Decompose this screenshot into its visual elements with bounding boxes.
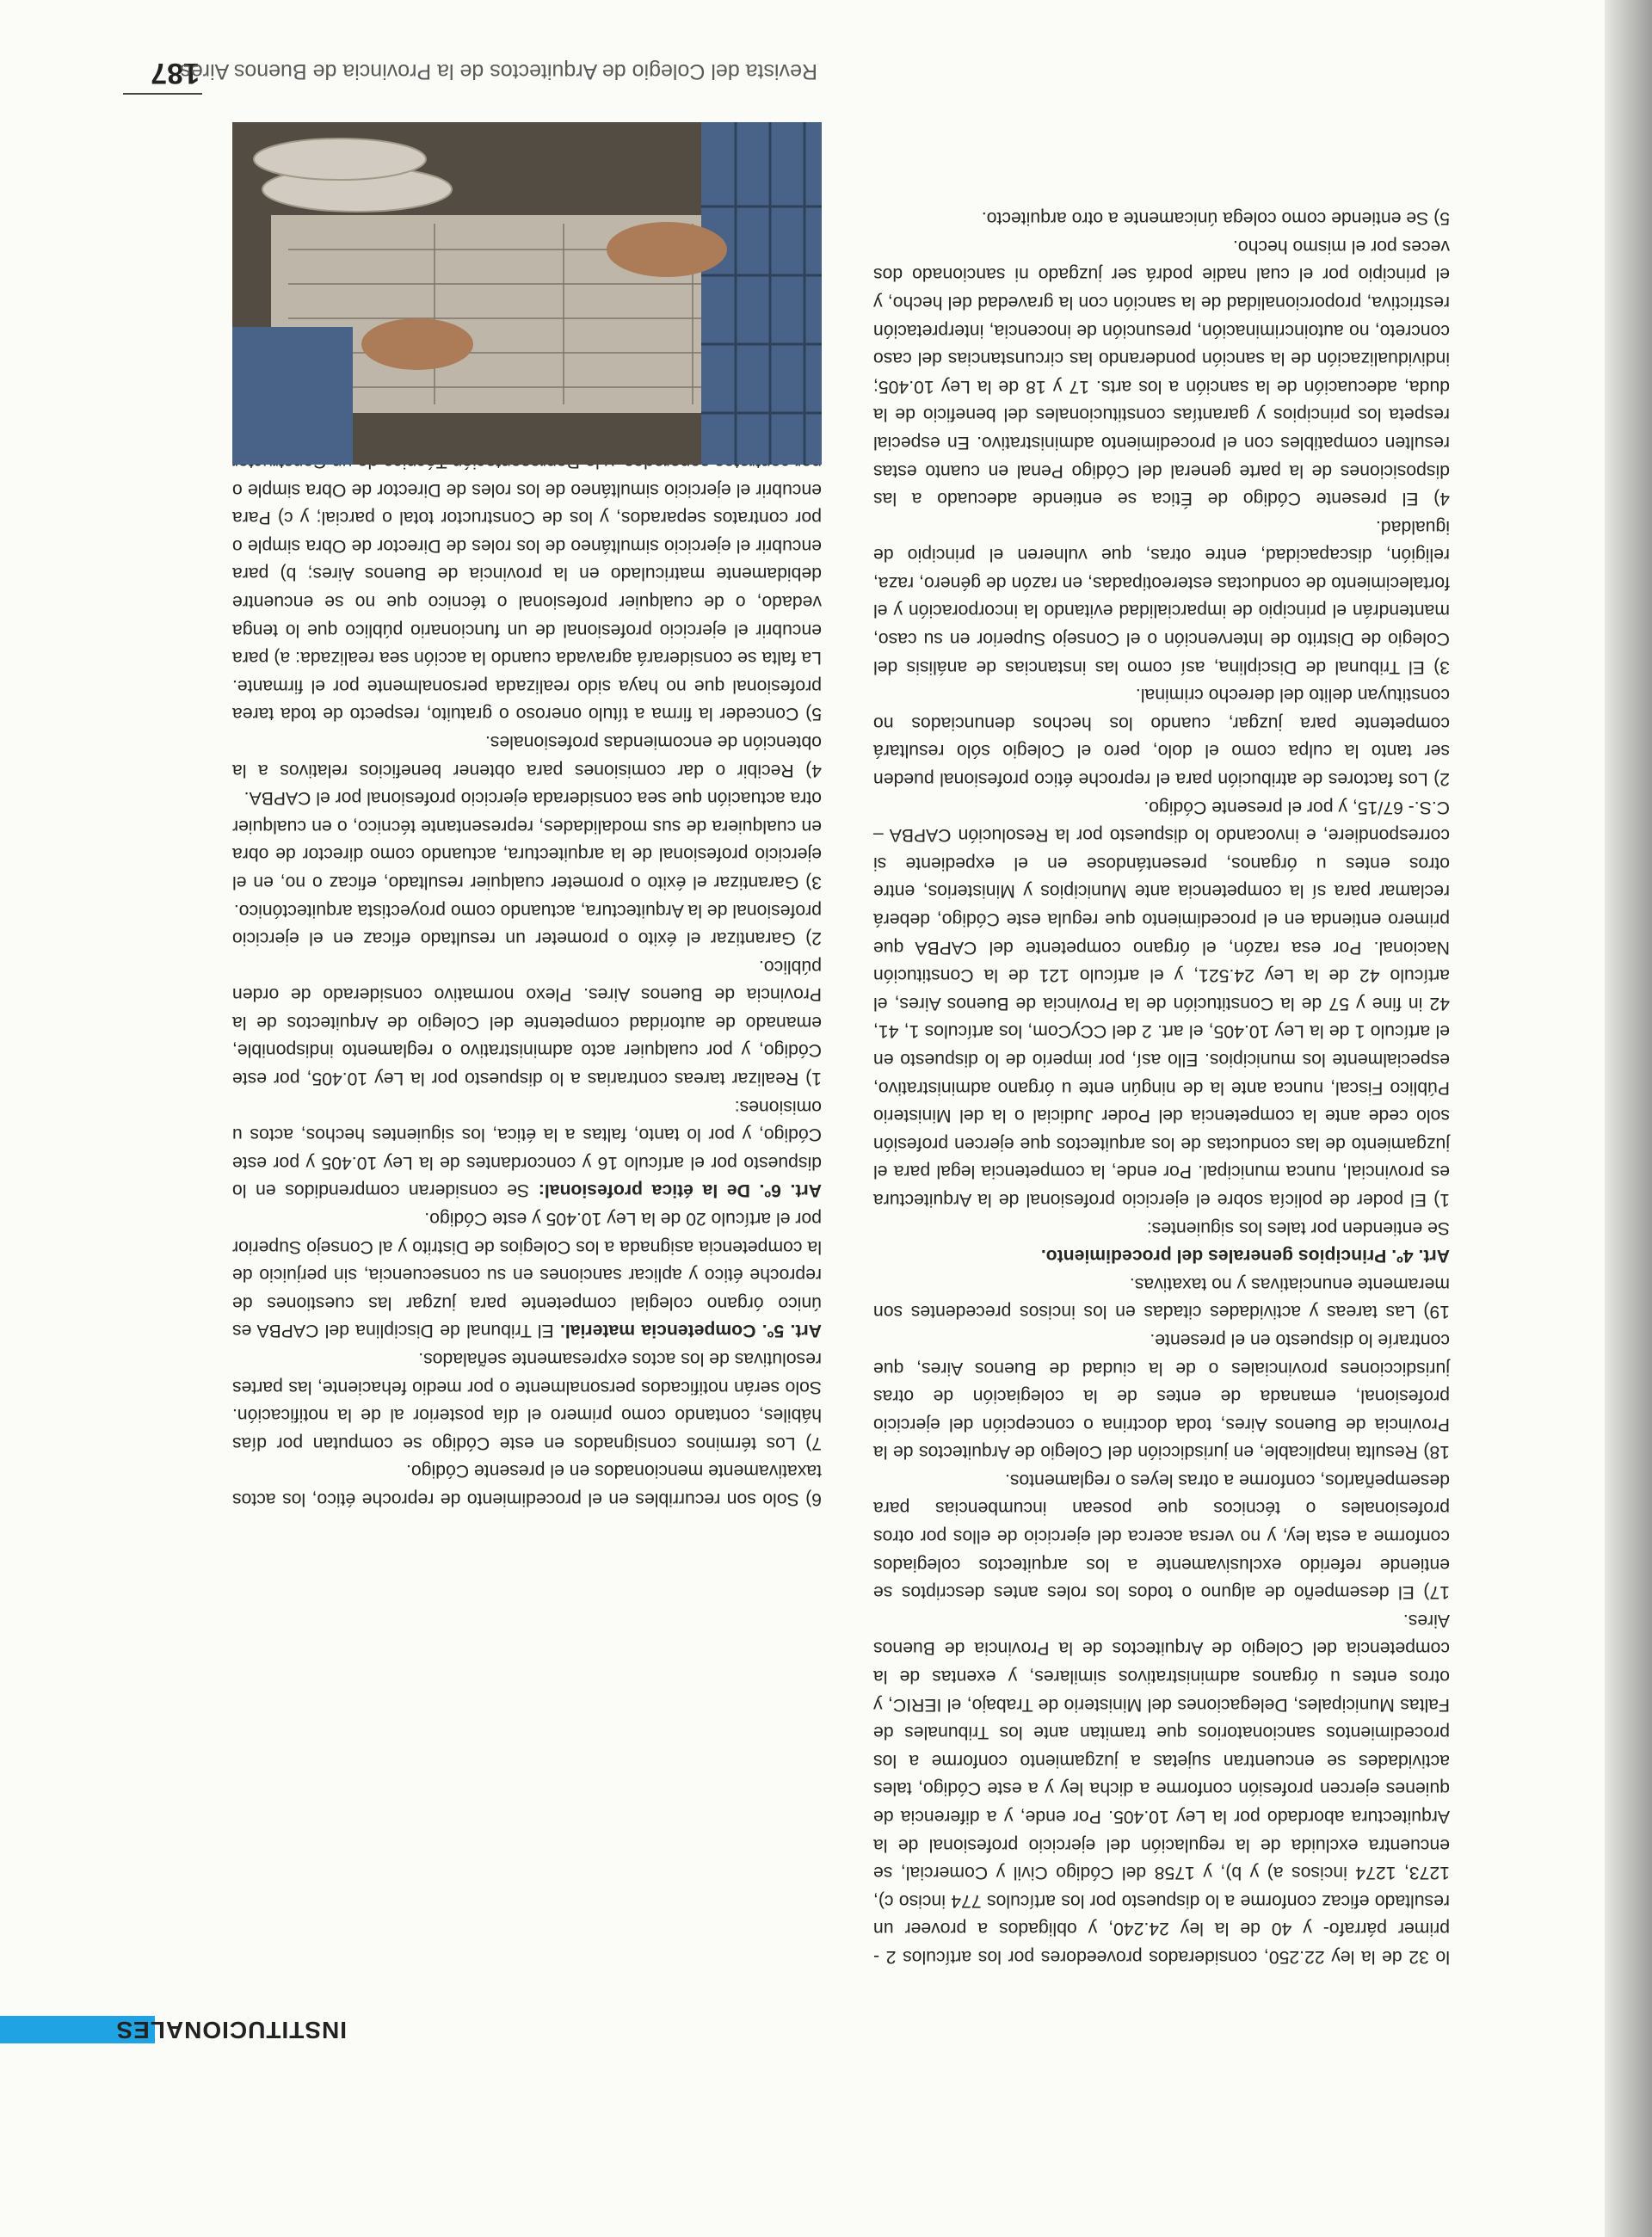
paragraph: 5) Se entiende como colega únicamente a otro arquitecto. bbox=[981, 208, 1450, 229]
text-column-left bbox=[873, 204, 1450, 1970]
paragraph: 3) Garantizar el éxito o prometer cualquier resultado, eficaz o no, en el ejercicio profesional de la arquitectura, actuando como director de obra en cualquiera de sus modalidades, representante técnico, o en cualquier otra actuación que sea considerada ejercicio profesional por el CAPBA. bbox=[232, 788, 822, 892]
paragraph: 17) El desempeño de alguno o todos los roles antes descriptos se entiende referido exclusivamente a los arquitectos colegiados conforme a esta ley, y no versa acerca del ejercicio de ellos por otros profesionales o técnicos que posean incumbencias para desempeñarlos, conforme a otras leyes o reglamentos. bbox=[873, 1470, 1450, 1603]
paragraph: 2) Los factores de atribución para el reproche ético profesional pueden ser tanto la culpa como el dolo, pero el Colegio sólo resultará competente para juzgar, cuando los hechos denunciados no constituyan delito del derecho criminal. bbox=[873, 685, 1450, 790]
paragraph: lo 32 de la ley 22.250, considerados proveedores por los artículos 2 -primer párrafo- y 40 de la ley 24.240, y obligados a proveer un resultado eficaz conforme a lo dispuesto por los artículos 774 inciso c), 1273, 1274 incisos a) y b), y 1758 del Código Civil y Comercial, se encuentra excluida de la regulación del ejercicio profesional de la Arquitectura abordado por la Ley 10.405. Por ende, y a diferencia de quienes ejercen profesión conforme a dicha ley y a este Código, tales actividades se encuentran sujetas a juzgamiento conforme a los procedimientos sancionatorios que tramitan ante los Tribunales de Faltas Municipales, Delegaciones del Ministerio de Trabajo, el IERIC, y otros entes u órganos administrativos similares, y exentas de la competencia del Colegio de Arquitectos de la Provincia de Buenos Aires. bbox=[873, 1610, 1450, 1967]
section-label: INSTITUCIONALES bbox=[115, 2017, 347, 2043]
photo-illustration bbox=[232, 122, 822, 465]
paragraph: 6) Solo son recurribles en el procedimiento de reproche ético, los actos taxativamente mencionados en el presente Código. bbox=[232, 1461, 822, 1509]
running-head: Revista del Colegio de Arquitectos de la Provincia de Buenos Aires bbox=[180, 59, 817, 83]
article-text: El Tribunal de Disciplina del CAPBA es único órgano colegial competente para juzgar las cuestiones de reproche ético y aplicar sanciones en su consecuencia, sin perjuicio de la competencia asignada a los Colegios de Distrito y al Consejo Superior por el artículo 20 de la Ley 10.405 y este Código. bbox=[232, 1209, 822, 1341]
paragraph: 19) Las tareas y actividades citadas en los incisos precedentes son meramente enunciativas y no taxativas. bbox=[873, 1273, 1450, 1322]
paragraph: 7) Los términos consignados en este Código se computan por días hábiles, contando como primero el día posterior al de la notificación. Solo serán notificados personalmente o por medio fehaciente, las partes resolutivas de los actos expresamente señalados. bbox=[232, 1349, 822, 1453]
paragraph: 3) El Tribunal de Disciplina, así como las instancias de análisis del Colegio de Distrito de Intervención o el Consejo Superior en su caso, mantendrán el principio de imparcialidad evitando la incorporación y el fortalecimiento de conductas estereotipadas, en razón de género, raza, religión, discapacidad, entre otras, que vulneren el principio de igualdad. bbox=[873, 516, 1450, 677]
paragraph: 4) El presente Código de Ética se entiende adecuado a las disposiciones de la parte general del Código Penal en cuanto estas resulten compatibles con el procedimiento administrativo. En especial respeta los principios y garantías constitucionales del beneficio de la duda, adecuación de la sanción a los arts. 17 y 18 de la Ley 10.405; individualización de la sanción ponderando las circunstancias del caso concreto, no autoincriminación, presunción de inocencia, interpretación restrictiva, proporcionalidad de la sanción con la gravedad del hecho, y el principio por el cual nadie podrá ser juzgado ni sancionado dos veces por el mismo hecho. bbox=[873, 236, 1450, 509]
folio-rule bbox=[123, 93, 202, 95]
paragraph: Se entienden por tales los siguientes: bbox=[1146, 1217, 1450, 1238]
paragraph: 2) Garantizar el éxito o prometer un resultado eficaz en el ejercicio profesional de la Arquitectura, actuando como proyectista arquitectónico. bbox=[232, 900, 822, 949]
scan-edge-shadow bbox=[1605, 0, 1652, 2237]
article-text: Se consideran comprendidos en lo dispuesto por el artículo 16 y concordantes de la Ley 10.405 y por este Código, y por lo tanto, faltas a la ética, los siguientes hechos, actos u omisiones: bbox=[232, 1096, 822, 1201]
article-heading-4 bbox=[873, 1242, 1450, 1270]
article-title: Art. 6º. De la ética profesional: bbox=[538, 1180, 822, 1201]
page-number: 187 bbox=[151, 57, 200, 89]
article-5 bbox=[232, 1204, 822, 1344]
paragraph: 5) Conceder la firma a título oneroso o gratuito, respecto de toda tarea profesional que no haya sido realizada personalmente por el firmante. La falta se considerará agravada cuando la acción sea realizada: a) para encubrir el ejercicio profesional de un funcionario público que lo tenga vedado, o de cualquier profesional o técnico que no se encuentre debidamente matriculado en la provincia de Buenos Aires; b) para encubrir el ejercicio simultáneo de los roles de Director de Obra simple o por contratos separados, y los de Constructor total o parcial; y c) Para encubrir el ejercicio simultáneo de los roles de Director de Obra simple o bbox=[232, 479, 822, 724]
paragraph: 1) El poder de policía sobre el ejercicio profesional de la Arquitectura es provincial, nunca municipal. Por ende, la competencia legal para el juzgamiento de las conductas de los arquitectos que ejercen profesión solo cede ante la competencia del Poder Judicial o la del Ministerio Público Fiscal, nunca ante la de ningún ente u órgano administrativo, especialmente los municipios. Ello así, por imperio de lo dispuesto en el artículo 1 de la Ley 10.405, el art. 2 del CCyCom, los artículos 1, 41, 42 in fine y 57 de la Constitución de la Provincia de Buenos Aires, el artículo 42 de la Ley 24.521, y el artículo 121 de la Constitución Nacional. Por esa razón, el órgano competente del CAPBA que primero entienda en el procedimiento que regula este Código, deberá reclamar para sí la competencia ante Municipios y Ministerios, entre otros entes u órganos, presentándose en el expediente si correspondiere, e invocando lo dispuesto por la Resolución CAPBA –C.S.- 67/15, y por el presente Código. bbox=[873, 797, 1450, 1210]
paragraph: 4) Recibir o dar comisiones para obtener beneficios relativos a la obtención de encomiendas profesionales. bbox=[232, 731, 822, 780]
article-title: Art. 5º. Competencia material. bbox=[559, 1321, 822, 1341]
paragraph: 18) Resulta inaplicable, en jurisdicción del Colegio de Arquitectos de la Provincia de Buenos Aires, toda doctrina o concepción del ejercicio profesional, emanada de entes de la colegiación de otras jurisdicciones provinciales o de la ciudad de Buenos Aires, que contraríe lo dispuesto en el presente. bbox=[873, 1329, 1450, 1463]
article-6 bbox=[232, 1092, 822, 1204]
photo-blueprint-review bbox=[232, 122, 822, 465]
article-title: Art. 4º. Principios generales del procedimiento. bbox=[1040, 1246, 1450, 1266]
paragraph: 1) Realizar tareas contrarias a lo dispuesto por la Ley 10.405, por este Código, y por cualquier acto administrativo o reglamento indisponible, emanado de autoridad competente del Colegio de Arquitectos de la Provincia de Buenos Aires. Plexo normativo considerado de orden público. bbox=[232, 956, 822, 1089]
